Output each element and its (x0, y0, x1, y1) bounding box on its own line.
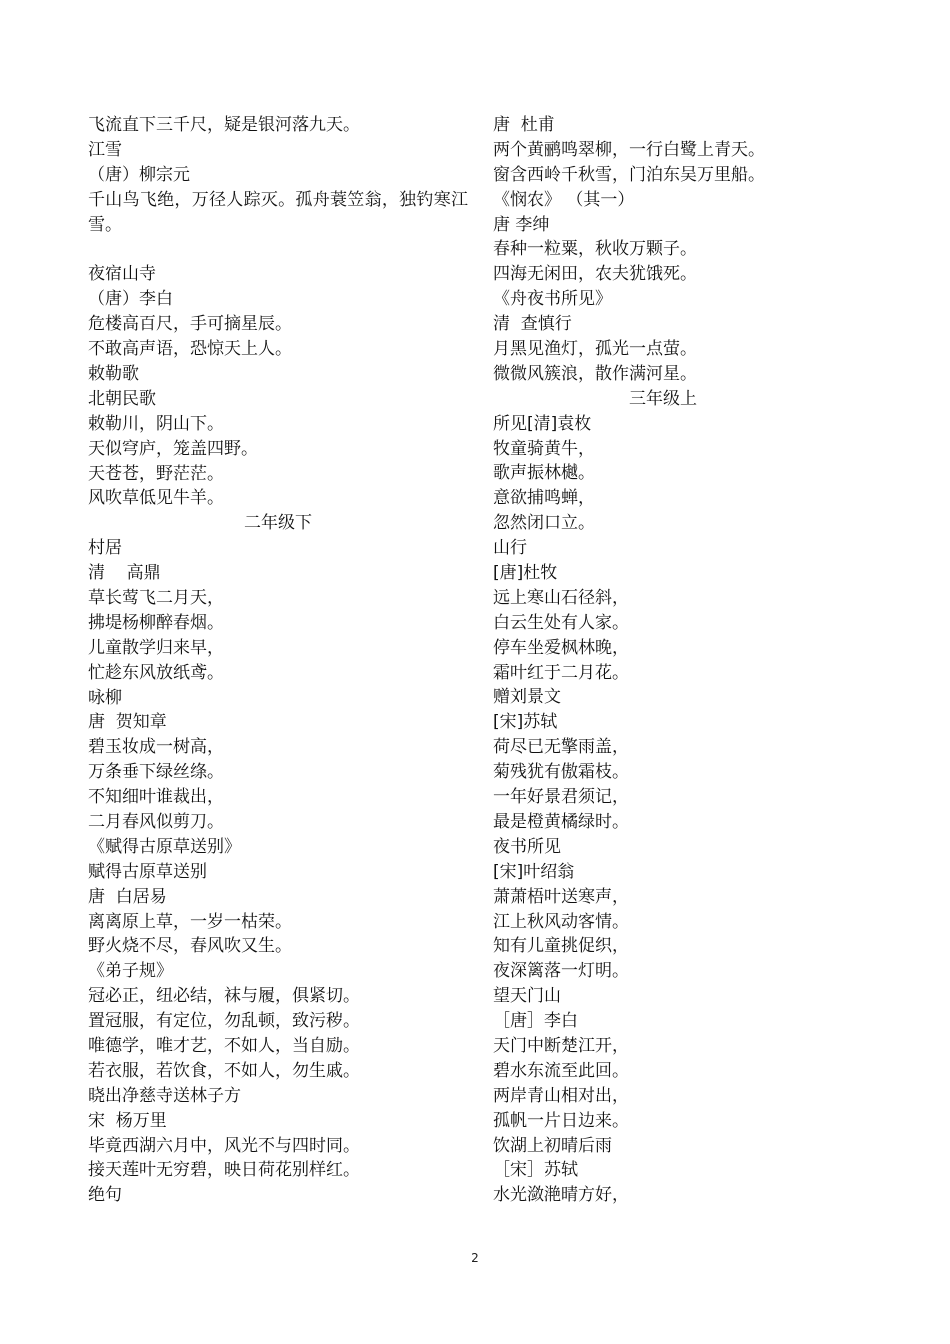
text-line: 飞流直下三千尺，疑是银河落九天。 (88, 115, 360, 135)
text-line: 菊残犹有傲霜枝。 (493, 762, 629, 783)
text-line: 夜深篱落一灯明。 (493, 961, 629, 982)
right-column (493, 113, 833, 1208)
text-line: 霜叶红于二月花。 (493, 662, 629, 683)
text-line: 饮湖上初晴后雨 (493, 1135, 612, 1156)
text-line: 水光潋滟晴方好， (493, 1185, 629, 1206)
text-line: 儿童散学归来早， (88, 637, 224, 658)
text-line: 接天莲叶无穷碧，映日荷花别样红。 (88, 1160, 360, 1181)
text-line: 不知细叶谁裁出， (88, 787, 224, 808)
text-line: 四海无闲田，农夫犹饿死。 (493, 264, 697, 285)
text-line: 二月春风似剪刀。 (88, 811, 224, 832)
text-line: 宋 杨万里 (88, 1110, 167, 1131)
left-column (88, 113, 468, 1208)
text-line: 歌声振林樾。 (493, 463, 595, 484)
text-line: 唐 贺知章 (88, 712, 167, 733)
page-number: 2 (471, 1251, 479, 1265)
text-line: 荷尽已无擎雨盖， (493, 737, 629, 758)
grade-heading: 二年级下 (244, 513, 312, 534)
text-line: 碧玉妆成一树高， (88, 737, 224, 758)
text-line: 唐 杜甫 (493, 115, 555, 135)
text-line: 窗含西岭千秋雪，门泊东吴万里船。 (493, 164, 765, 185)
text-line: 万条垂下绿丝绦。 (88, 762, 224, 783)
text-line: 天苍苍，野茫茫。 (88, 463, 224, 484)
text-line: 晓出净慈寺送林子方 (88, 1085, 241, 1106)
text-line: 唐 李绅 (493, 214, 550, 235)
text-line: 风吹草低见牛羊。 (88, 488, 224, 509)
text-line: 春种一粒粟，秋收万颗子。 (493, 239, 697, 260)
text-line: 山行 (493, 538, 527, 559)
text-line: 远上寒山石径斜， (493, 587, 629, 608)
text-line: 所见[清]袁枚 (493, 413, 592, 434)
text-line: 微微风簇浪，散作满河星。 (493, 363, 697, 384)
text-line: 唐 白居易 (88, 886, 167, 907)
text-line: 孤帆一片日边来。 (493, 1110, 629, 1131)
text-line: 不敢高声语，恐惊天上人。 (88, 339, 292, 360)
text-line: [宋]苏轼 (493, 712, 558, 733)
text-line: 《舟夜书所见》 (493, 289, 612, 310)
text-line: ［宋］苏轼 (493, 1160, 578, 1181)
text-line: 千山鸟飞绝，万径人踪灭。孤舟蓑笠翁，独钓寒江雪。 (88, 189, 468, 235)
text-line: 知有儿童挑促织， (493, 936, 629, 957)
text-line: 天门中断楚江开， (493, 1035, 629, 1056)
text-line: [唐]杜牧 (493, 563, 558, 584)
text-line: 敕勒川，阴山下。 (88, 413, 224, 434)
text-line: 碧水东流至此回。 (493, 1060, 629, 1081)
text-line: 夜书所见 (493, 836, 561, 857)
text-line: ［唐］李白 (493, 1011, 578, 1032)
grade-heading: 三年级上 (629, 388, 697, 409)
text-line: 拂堤杨柳醉春烟。 (88, 612, 224, 633)
text-line: 危楼高百尺，手可摘星辰。 (88, 314, 292, 335)
text-line: 村居 (88, 538, 122, 559)
text-line: 月黑见渔灯，孤光一点萤。 (493, 339, 697, 360)
text-line: （唐）柳宗元 (88, 164, 190, 185)
text-line: 《弟子规》 (88, 961, 173, 982)
text-line: 望天门山 (493, 986, 561, 1007)
text-line: 《悯农》 （其一） (493, 189, 635, 210)
text-line: 《赋得古原草送别》 (88, 836, 241, 857)
text-line: 忽然闭口立。 (493, 513, 595, 534)
text-line: 白云生处有人家。 (493, 612, 629, 633)
text-line: 离离原上草，一岁一枯荣。 (88, 911, 292, 932)
text-line: 两个黄鹂鸣翠柳，一行白鹭上青天。 (493, 139, 765, 160)
text-line: 最是橙黄橘绿时。 (493, 811, 629, 832)
text-line: 一年好景君须记， (493, 787, 629, 808)
text-line: 北朝民歌 (88, 388, 156, 409)
text-line: 忙趁东风放纸鸢。 (88, 662, 224, 683)
text-line: 萧萧梧叶送寒声， (493, 886, 629, 907)
text-line: 意欲捕鸣蝉， (493, 488, 595, 509)
text-line: 草长莺飞二月天， (88, 587, 224, 608)
text-line: （唐）李白 (88, 289, 173, 310)
text-line: 冠必正，纽必结，袜与履，俱紧切。 (88, 986, 360, 1007)
text-line: 毕竟西湖六月中，风光不与四时同。 (88, 1135, 360, 1156)
text-line: 置冠服，有定位，勿乱顿，致污秽。 (88, 1011, 360, 1032)
text-line: 牧童骑黄牛， (493, 438, 595, 459)
text-line: 野火烧不尽，春风吹又生。 (88, 936, 292, 957)
text-line: 敕勒歌 (88, 363, 139, 384)
text-line: 绝句 (88, 1185, 122, 1206)
text-line: 若衣服，若饮食，不如人，勿生戚。 (88, 1060, 360, 1081)
text-line: 江上秋风动客情。 (493, 911, 629, 932)
text-line: 天似穹庐，笼盖四野。 (88, 438, 258, 459)
text-line: 江雪 (88, 139, 122, 160)
text-line: 夜宿山寺 (88, 264, 156, 285)
text-line: 唯德学，唯才艺，不如人，当自励。 (88, 1035, 360, 1056)
text-line: 赠刘景文 (493, 687, 561, 708)
blank-line (88, 237, 468, 262)
text-line: 赋得古原草送别 (88, 861, 207, 882)
text-line: 咏柳 (88, 687, 122, 708)
text-line: 清 高鼎 (88, 563, 161, 584)
text-line: 清 查慎行 (493, 314, 572, 335)
text-line: [宋]叶绍翁 (493, 861, 575, 882)
text-line: 停车坐爱枫林晚， (493, 637, 629, 658)
text-line: 两岸青山相对出， (493, 1085, 629, 1106)
